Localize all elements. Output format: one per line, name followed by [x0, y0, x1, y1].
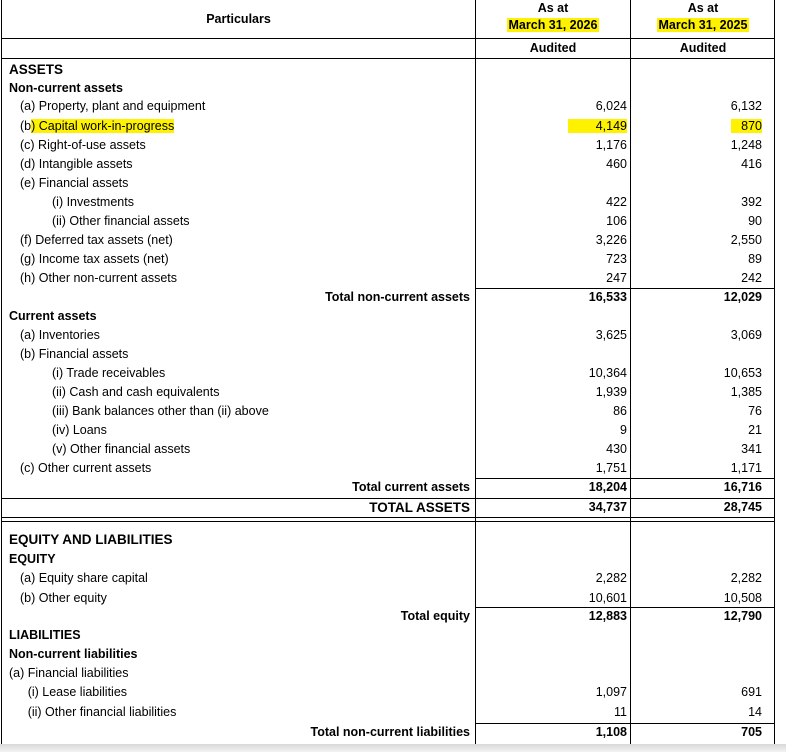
row-label: (ii) Other financial assets [52, 214, 190, 228]
row-label: Current assets [9, 309, 97, 323]
col1-header [476, 17, 630, 34]
value-2025: 6,132 [730, 99, 762, 113]
value-2026: 9 [620, 423, 627, 437]
row-label: (a) Financial liabilities [9, 666, 129, 680]
row-label: LIABILITIES [9, 628, 81, 642]
total-row-label: Total equity [400, 609, 470, 623]
row-label: (ii) Other financial liabilities [27, 705, 177, 719]
row-label: Non-current assets [9, 81, 123, 95]
value-2025: 21 [748, 423, 762, 437]
value-2026: 12,883 [588, 609, 627, 623]
value-2025: 691 [741, 685, 762, 699]
row-label: (c) Other current assets [20, 461, 152, 475]
value-2026: 1,939 [595, 385, 627, 399]
total-rule [476, 288, 775, 289]
value-2025: 76 [748, 404, 762, 418]
value-2026: 16,533 [588, 290, 627, 304]
value-2026: 1,108 [595, 725, 627, 739]
page-bottom-edge [0, 744, 786, 752]
value-2026: 1,176 [595, 138, 627, 152]
value-2025: 16,716 [723, 480, 762, 494]
value-2026: 106 [606, 214, 627, 228]
value-2025: 416 [741, 157, 762, 171]
row-label: (ii) Cash and cash equivalents [52, 385, 220, 399]
value-2025: 870 [633, 117, 762, 136]
row-label: (b) Other equity [20, 591, 107, 605]
value-2025: 1,171 [730, 461, 762, 475]
total-row-label: TOTAL ASSETS [369, 500, 470, 515]
col1-header-date: March 31, 2026 [508, 18, 598, 32]
value-2025: 89 [748, 252, 762, 266]
value-2025: 10,653 [723, 366, 762, 380]
total-rule [476, 607, 775, 608]
value-2026: 34,737 [588, 500, 627, 514]
col2-audited: Audited [679, 41, 727, 55]
value-2026: 3,625 [595, 328, 627, 342]
value-2025: 2,550 [730, 233, 762, 247]
value-2026: 430 [606, 442, 627, 456]
total-rule [476, 723, 775, 724]
value-2026: 6,024 [595, 99, 627, 113]
column-divider-1 [475, 0, 476, 744]
value-2025: 12,790 [723, 609, 762, 623]
value-2025: 705 [741, 725, 762, 739]
row-label: (f) Deferred tax assets (net) [20, 233, 173, 247]
value-2026: 18,204 [588, 480, 627, 494]
col2-header-line1: As at [687, 1, 719, 15]
value-2026: 10,601 [588, 591, 627, 605]
value-2026: 2,282 [595, 571, 627, 585]
row-label: (i) Trade receivables [52, 366, 166, 380]
column-divider-2 [630, 0, 631, 744]
value-2026: 247 [606, 271, 627, 285]
value-2026: 86 [613, 404, 627, 418]
row-label: EQUITY AND LIABILITIES [9, 532, 173, 547]
row-label: Non-current liabilities [9, 647, 138, 661]
value-2026: 460 [606, 157, 627, 171]
row-label: (i) Lease liabilities [27, 685, 128, 699]
row-label: (a) Equity share capital [20, 571, 148, 585]
row-label: (a) Inventories [20, 328, 100, 342]
row-label: (a) Property, plant and equipment [20, 99, 206, 113]
value-2025: 392 [741, 195, 762, 209]
row-label: (d) Intangible assets [20, 157, 133, 171]
grand-total-top-rule [1, 498, 775, 499]
col1-header-line1: As at [537, 1, 569, 15]
value-2026: 723 [606, 252, 627, 266]
row-label: EQUITY [9, 552, 56, 566]
value-2025: 12,029 [723, 290, 762, 304]
row-label: (c) Right-of-use assets [20, 138, 146, 152]
value-2026: 4,149 [478, 117, 627, 136]
value-2025: 28,745 [723, 500, 762, 514]
row-label: (g) Income tax assets (net) [20, 252, 169, 266]
value-2026: 1,751 [595, 461, 627, 475]
value-2025: 3,069 [730, 328, 762, 342]
value-2025: 14 [748, 705, 762, 719]
value-2025: 10,508 [723, 591, 762, 605]
row-label: (b) Financial assets [20, 347, 129, 361]
value-2026: 1,097 [595, 685, 627, 699]
value-2025: 1,385 [730, 385, 762, 399]
header-divider [1, 38, 775, 39]
subheader-divider [1, 58, 775, 59]
total-row-label: Total non-current assets [325, 290, 470, 304]
row-label: (e) Financial assets [20, 176, 129, 190]
value-2025: 90 [748, 214, 762, 228]
row-label: (h) Other non-current assets [20, 271, 178, 285]
total-rule [476, 478, 775, 479]
value-2026: 3,226 [595, 233, 627, 247]
col2-header [631, 17, 775, 34]
value-2026: 10,364 [588, 366, 627, 380]
value-2026: 11 [614, 705, 627, 719]
col2-header-date: March 31, 2025 [658, 18, 748, 32]
value-2025: 1,248 [730, 138, 762, 152]
value-2025: 242 [741, 271, 762, 285]
value-2026: 422 [606, 195, 627, 209]
row-label: (v) Other financial assets [52, 442, 191, 456]
grand-total-rule [1, 517, 775, 518]
total-row-label: Total non-current liabilities [310, 725, 470, 739]
row-label: (iii) Bank balances other than (ii) above [52, 404, 269, 418]
row-label: (i) Investments [52, 195, 134, 209]
row-label: (b) Capital work-in-progress [20, 119, 175, 133]
value-2025: 2,282 [730, 571, 762, 585]
total-row-label: Total current assets [352, 480, 470, 494]
particulars-header: Particulars [206, 12, 271, 26]
row-label: (iv) Loans [52, 423, 107, 437]
value-2025: 341 [741, 442, 762, 456]
row-label: ASSETS [9, 62, 64, 77]
section-divider [1, 521, 775, 522]
col1-audited: Audited [529, 41, 577, 55]
